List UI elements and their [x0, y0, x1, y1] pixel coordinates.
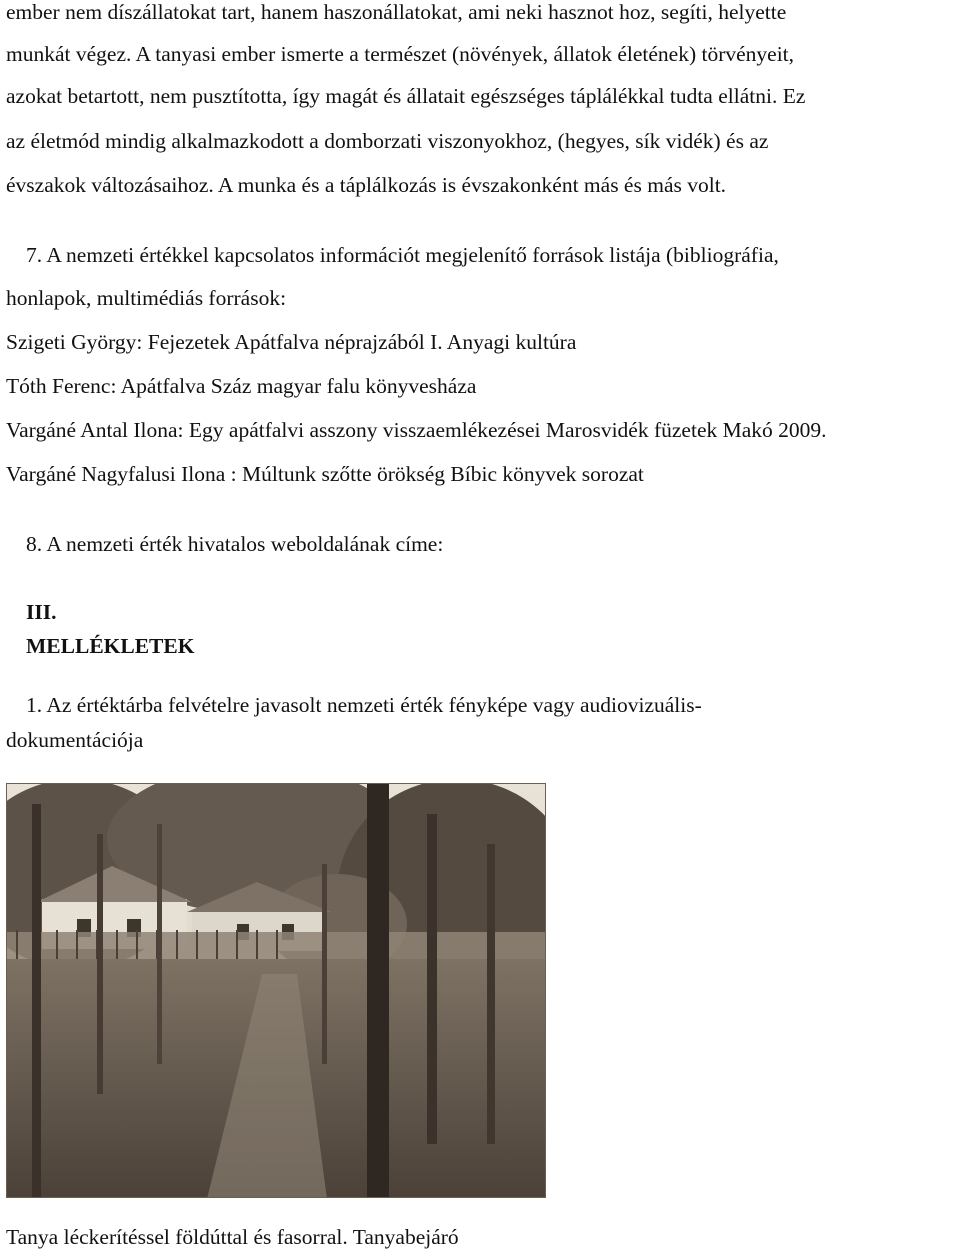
source-item: Vargáné Antal Ilona: Egy apátfalvi asszony visszaemlékezései Marosvidék füzetek Makó 2009.: [6, 418, 827, 442]
paragraph-line: munkát végez. A tanyasi ember ismerte a természet (növények, állatok életének) törvényeit,: [6, 42, 795, 66]
section-7-heading-cont: honlapok, multimédiás források:: [6, 286, 287, 310]
section-3-title: MELLÉKLETEK: [26, 634, 195, 658]
appendix-item-1: 1. Az értéktárba felvételre javasolt nemzeti érték fényképe vagy audiovizuális-: [26, 693, 702, 717]
source-item: Vargáné Nagyfalusi Ilona : Múltunk szőtte örökség Bíbic könyvek sorozat: [6, 462, 644, 486]
section-7-heading: 7. A nemzeti értékkel kapcsolatos információt megjelenítő források listája (bibliográfia,: [26, 243, 779, 267]
source-item: Tóth Ferenc: Apátfalva Száz magyar falu könyvesháza: [6, 374, 477, 398]
paragraph-line: évszakok változásaihoz. A munka és a táplálkozás is évszakonként más és más volt.: [6, 173, 727, 197]
appendix-item-1-cont: dokumentációja: [6, 728, 144, 752]
farmstead-photo: [6, 783, 546, 1198]
paragraph-line: ember nem díszállatokat tart, hanem haszonállatokat, ami neki hasznot hoz, segíti, helyette: [6, 0, 787, 24]
paragraph-line: az életmód mindig alkalmazkodott a domborzati viszonyokhoz, (hegyes, sík vidék) és az: [6, 129, 769, 153]
source-item: Szigeti György: Fejezetek Apátfalva néprajzából I. Anyagi kultúra: [6, 330, 577, 354]
section-8-heading: 8. A nemzeti érték hivatalos weboldalának címe:: [26, 532, 444, 556]
section-3-number: III.: [26, 600, 57, 624]
paragraph-line: azokat betartott, nem pusztította, így magát és állatait egészséges táplálékkal tudta ellátni. Ez: [6, 84, 806, 108]
photo-caption: Tanya léckerítéssel földúttal és fasorral. Tanyabejáró: [6, 1225, 459, 1249]
